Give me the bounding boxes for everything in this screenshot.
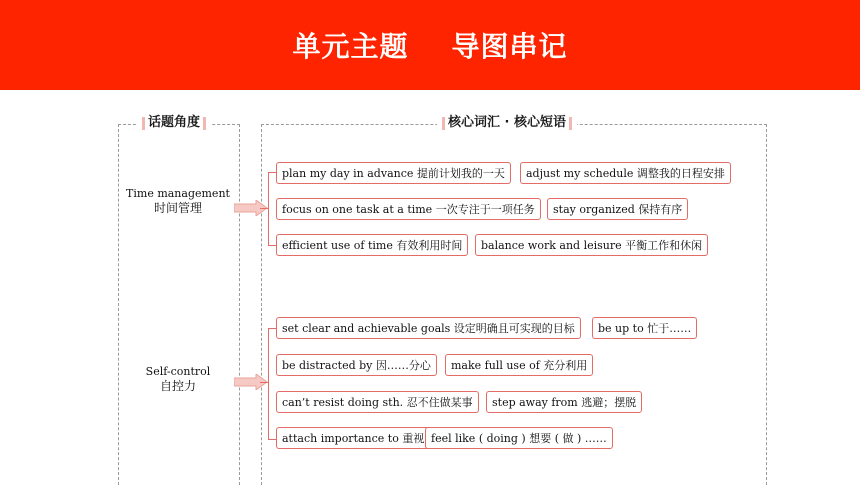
header-bar-icon xyxy=(203,117,206,130)
topic-angle-header xyxy=(137,113,211,133)
phrase-item: stay organized 保持有序 xyxy=(547,198,688,220)
vocab-header xyxy=(437,113,577,133)
phrase-item: attach importance to 重视 xyxy=(276,427,430,449)
phrase-item: adjust my schedule 调整我的日程安排 xyxy=(520,162,731,184)
phrase-item: balance work and leisure 平衡工作和休闲 xyxy=(475,234,708,256)
bracket-time xyxy=(268,172,276,246)
phrase-item: be up to 忙于…… xyxy=(592,317,697,339)
phrase-item: feel like ( doing ) 想要 ( 做 ) …… xyxy=(425,427,613,449)
topic-time-management xyxy=(118,186,238,216)
header-bar-icon xyxy=(569,117,572,130)
phrase-item: be distracted by 因……分心 xyxy=(276,354,437,376)
vocab-label: 核心词汇 · 核心短语 xyxy=(448,115,566,130)
phrase-item: focus on one task at a time 一次专注于一项任务 xyxy=(276,198,541,220)
phrase-item: can’t resist doing sth. 忍不住做某事 xyxy=(276,391,479,413)
header-bar-icon xyxy=(142,117,145,130)
header-bar-icon xyxy=(442,117,445,130)
bracket-tick xyxy=(260,208,268,209)
topic-self-control xyxy=(118,364,238,394)
topic-en: Self-control xyxy=(145,365,211,378)
phrase-item: set clear and achievable goals 设定明确且可实现的目标 xyxy=(276,317,581,339)
bracket-self-control xyxy=(268,328,276,440)
topic-zh: 时间管理 xyxy=(153,201,202,215)
topic-angle-label: 话题角度 xyxy=(148,115,201,130)
phrase-item: make full use of 充分利用 xyxy=(445,354,593,376)
title-banner xyxy=(0,0,860,90)
topic-en: Time management xyxy=(126,187,230,200)
phrase-item: plan my day in advance 提前计划我的一天 xyxy=(276,162,511,184)
topic-angle-column xyxy=(118,124,240,485)
bracket-tick xyxy=(260,382,268,383)
phrase-item: efficient use of time 有效利用时间 xyxy=(276,234,468,256)
page-title: 单元主题 导图串记 xyxy=(292,30,568,63)
phrase-item: step away from 逃避；摆脱 xyxy=(486,391,642,413)
topic-zh: 自控力 xyxy=(159,379,196,393)
